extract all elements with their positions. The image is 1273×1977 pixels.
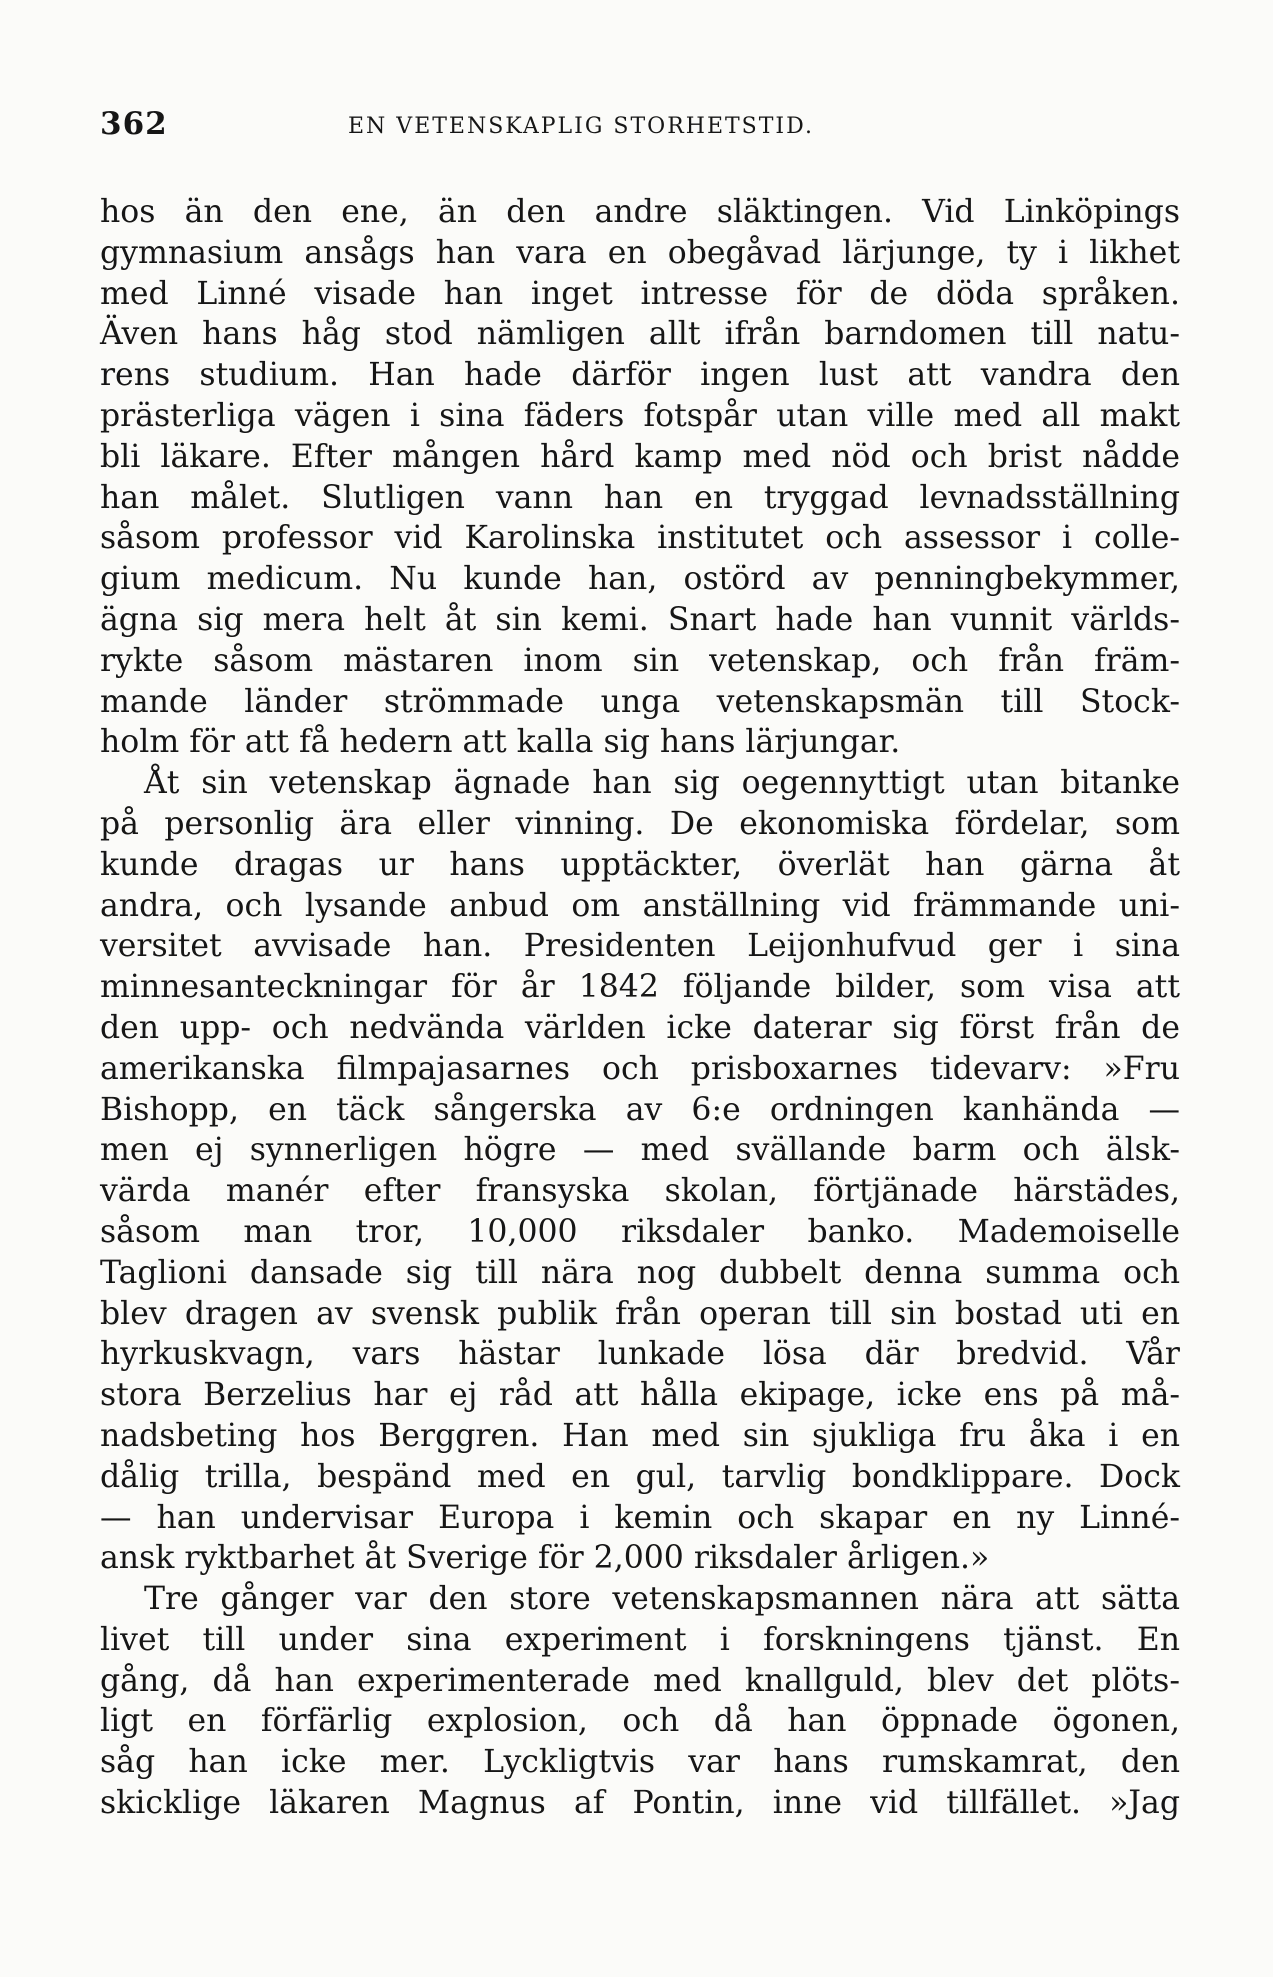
running-header bbox=[100, 106, 1180, 156]
text-line: Taglioni dansade sig till nära nog dubbelt denna summa och bbox=[100, 1254, 1180, 1291]
text-line: blev dragen av svensk publik från operan till sin bostad uti en bbox=[100, 1295, 1180, 1332]
text-line: värda manér efter fransyska skolan, förtjänade härstädes, bbox=[100, 1173, 1180, 1210]
text-line: bli läkare. Efter mången hård kamp med nöd och brist nådde bbox=[100, 438, 1180, 475]
text-line: Även hans håg stod nämligen allt ifrån barndomen till natu- bbox=[100, 316, 1180, 353]
text-line: prästerliga vägen i sina fäders fotspår utan ville med all makt bbox=[100, 397, 1180, 434]
text-line: men ej synnerligen högre — med svällande barm och älsk- bbox=[100, 1132, 1180, 1169]
text-line: Bishopp, en täck sångerska av 6:e ordningen kanhända — bbox=[100, 1091, 1180, 1128]
text-line: amerikanska filmpajasarnes och prisboxarnes tidevarv: »Fru bbox=[100, 1050, 1180, 1087]
text-line: gium medicum. Nu kunde han, ostörd av penningbekymmer, bbox=[100, 561, 1180, 598]
text-line: dålig trilla, bespänd med en gul, tarvlig bondklippare. Dock bbox=[100, 1458, 1180, 1495]
text-line: stora Berzelius har ej råd att hålla ekipage, icke ens på må- bbox=[100, 1377, 1180, 1414]
paragraph-end-line: ansk ryktbarhet åt Sverige för 2,000 riksdaler årligen.» bbox=[100, 1540, 990, 1577]
text-line: ägna sig mera helt åt sin kemi. Snart hade han vunnit världs- bbox=[100, 601, 1180, 638]
text-line: skicklige läkaren Magnus af Pontin, inne vid tillfället. »Jag bbox=[100, 1785, 1180, 1822]
text-line: minnesanteckningar för år 1842 följande bilder, som visa att bbox=[100, 969, 1180, 1006]
text-line: hyrkuskvagn, vars hästar lunkade lösa där bredvid. Vår bbox=[100, 1336, 1180, 1373]
text-line: den upp- och nedvända världen icke daterar sig först från de bbox=[100, 1009, 1180, 1046]
body-text bbox=[100, 192, 1180, 1824]
text-line: rykte såsom mästaren inom sin vetenskap, och från främ- bbox=[100, 642, 1180, 679]
text-line: versitet avvisade han. Presidenten Leijonhufvud ger i sina bbox=[100, 928, 1180, 965]
text-line: gymnasium ansågs han vara en obegåvad lärjunge, ty i likhet bbox=[100, 234, 1180, 271]
text-line: nadsbeting hos Berggren. Han med sin sjukliga fru åka i en bbox=[100, 1417, 1180, 1454]
text-line: gång, då han experimenterade med knallguld, blev det plöts- bbox=[100, 1662, 1180, 1699]
text-line: rens studium. Han hade därför ingen lust att vandra den bbox=[100, 357, 1180, 394]
text-line: hos än den ene, än den andre släktingen. Vid Linköpings bbox=[100, 194, 1180, 230]
running-title: EN VETENSKAPLIG STORHETSTID. bbox=[348, 114, 814, 139]
paragraph-end-line: holm för att få hedern att kalla sig hans lärjungar. bbox=[100, 724, 901, 761]
text-line: livet till under sina experiment i forskningens tjänst. En bbox=[100, 1621, 1180, 1658]
text-line: såsom professor vid Karolinska institutet och assessor i colle- bbox=[100, 520, 1180, 557]
text-line: mande länder strömmade unga vetenskapsmän till Stock- bbox=[100, 683, 1180, 720]
text-line: på personlig ära eller vinning. De ekonomiska fördelar, som bbox=[100, 805, 1180, 842]
page-number: 362 bbox=[100, 106, 168, 142]
text-line: andra, och lysande anbud om anställning vid främmande uni- bbox=[100, 887, 1180, 924]
text-line: han målet. Slutligen vann han en tryggad levnadsställning bbox=[100, 479, 1180, 516]
paragraph-start-line: Åt sin vetenskap ägnade han sig oegennyttigt utan bitanke bbox=[144, 765, 1180, 802]
text-line: kunde dragas ur hans upptäckter, överlät han gärna åt bbox=[100, 846, 1180, 883]
text-line: såg han icke mer. Lyckligtvis var hans rumskamrat, den bbox=[100, 1744, 1180, 1781]
text-line: — han undervisar Europa i kemin och skapar en ny Linné- bbox=[100, 1499, 1180, 1536]
text-line: med Linné visade han inget intresse för de döda språken. bbox=[100, 275, 1180, 312]
paragraph-start-line: Tre gånger var den store vetenskapsmannen nära att sätta bbox=[144, 1581, 1180, 1618]
text-line: ligt en förfärlig explosion, och då han öppnade ögonen, bbox=[100, 1703, 1180, 1740]
text-line: såsom man tror, 10,000 riksdaler banko. Mademoiselle bbox=[100, 1213, 1180, 1250]
